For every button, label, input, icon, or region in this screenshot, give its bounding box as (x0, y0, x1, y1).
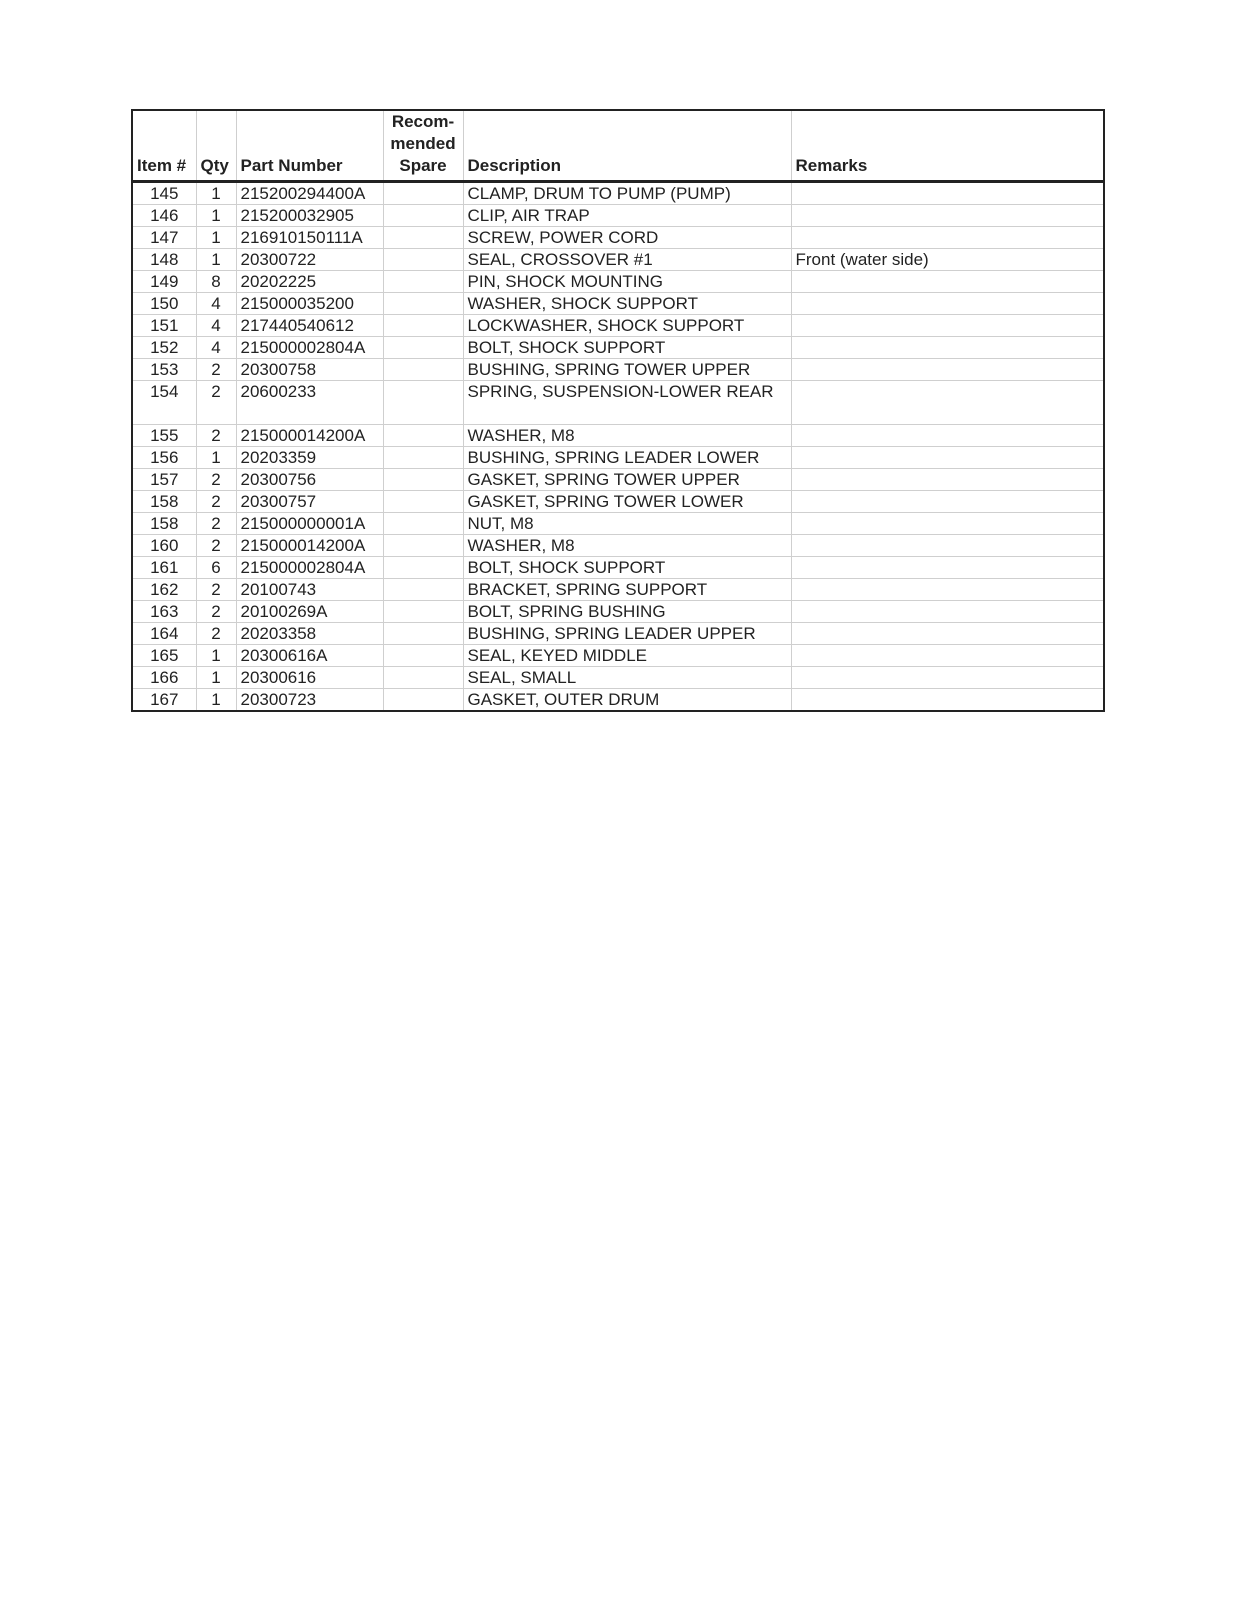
header-part-number: Part Number (236, 110, 383, 182)
table-row (132, 601, 1104, 623)
cell-remarks (791, 491, 1104, 513)
cell-remarks (791, 182, 1104, 205)
table-row (132, 381, 1104, 425)
cell-recommended-spare (383, 557, 463, 579)
cell-qty: 2 (196, 535, 236, 557)
cell-remarks (791, 689, 1104, 712)
cell-item: 162 (132, 579, 196, 601)
cell-part-number: 216910150111A (236, 227, 383, 249)
cell-description: SCREW, POWER CORD (463, 227, 791, 249)
cell-part-number: 215200294400A (236, 182, 383, 205)
cell-description: SEAL, KEYED MIDDLE (463, 645, 791, 667)
cell-qty: 2 (196, 425, 236, 447)
cell-recommended-spare (383, 425, 463, 447)
cell-item: 145 (132, 182, 196, 205)
cell-recommended-spare (383, 623, 463, 645)
parts-table (131, 109, 1105, 712)
cell-part-number: 20300756 (236, 469, 383, 491)
cell-part-number: 20203359 (236, 447, 383, 469)
cell-part-number: 20300757 (236, 491, 383, 513)
cell-remarks (791, 337, 1104, 359)
table-row (132, 469, 1104, 491)
cell-qty: 1 (196, 205, 236, 227)
cell-remarks (791, 425, 1104, 447)
cell-qty: 1 (196, 667, 236, 689)
cell-part-number: 215000014200A (236, 425, 383, 447)
cell-remarks (791, 271, 1104, 293)
cell-item: 149 (132, 271, 196, 293)
cell-description: CLAMP, DRUM TO PUMP (PUMP) (463, 182, 791, 205)
table-row (132, 249, 1104, 271)
cell-qty: 4 (196, 337, 236, 359)
cell-description: GASKET, SPRING TOWER LOWER (463, 491, 791, 513)
table-row (132, 535, 1104, 557)
cell-part-number: 215000035200 (236, 293, 383, 315)
cell-item: 158 (132, 491, 196, 513)
cell-remarks (791, 601, 1104, 623)
cell-remarks (791, 447, 1104, 469)
cell-description: PIN, SHOCK MOUNTING (463, 271, 791, 293)
cell-remarks (791, 579, 1104, 601)
cell-item: 153 (132, 359, 196, 381)
table-header (132, 110, 1104, 182)
cell-qty: 8 (196, 271, 236, 293)
cell-part-number: 20300758 (236, 359, 383, 381)
cell-item: 155 (132, 425, 196, 447)
cell-recommended-spare (383, 182, 463, 205)
cell-recommended-spare (383, 381, 463, 425)
cell-item: 164 (132, 623, 196, 645)
cell-part-number: 20203358 (236, 623, 383, 645)
cell-qty: 2 (196, 381, 236, 425)
cell-description: SEAL, SMALL (463, 667, 791, 689)
cell-recommended-spare (383, 579, 463, 601)
cell-qty: 1 (196, 249, 236, 271)
cell-item: 146 (132, 205, 196, 227)
header-spare-line2: mended (390, 134, 456, 153)
header-spare-line3: Spare (399, 156, 447, 175)
table-row (132, 337, 1104, 359)
cell-description: BUSHING, SPRING TOWER UPPER (463, 359, 791, 381)
cell-qty: 1 (196, 447, 236, 469)
table-row (132, 667, 1104, 689)
cell-description: SPRING, SUSPENSION-LOWER REAR (463, 381, 791, 425)
cell-part-number: 215200032905 (236, 205, 383, 227)
cell-description: WASHER, SHOCK SUPPORT (463, 293, 791, 315)
table-row (132, 579, 1104, 601)
cell-remarks (791, 623, 1104, 645)
table-row (132, 227, 1104, 249)
table-row (132, 182, 1104, 205)
cell-part-number: 20300616 (236, 667, 383, 689)
cell-part-number: 20202225 (236, 271, 383, 293)
table-row (132, 645, 1104, 667)
cell-qty: 2 (196, 491, 236, 513)
header-item: Item # (132, 110, 196, 182)
cell-description: BUSHING, SPRING LEADER UPPER (463, 623, 791, 645)
cell-qty: 2 (196, 513, 236, 535)
cell-description: BRACKET, SPRING SUPPORT (463, 579, 791, 601)
cell-qty: 2 (196, 579, 236, 601)
cell-recommended-spare (383, 337, 463, 359)
cell-part-number: 215000002804A (236, 557, 383, 579)
header-spare-line1: Recom- (391, 112, 455, 131)
cell-remarks (791, 645, 1104, 667)
cell-item: 165 (132, 645, 196, 667)
cell-remarks (791, 205, 1104, 227)
cell-description: LOCKWASHER, SHOCK SUPPORT (463, 315, 791, 337)
cell-qty: 2 (196, 359, 236, 381)
table-row (132, 271, 1104, 293)
cell-recommended-spare (383, 205, 463, 227)
cell-item: 156 (132, 447, 196, 469)
table-row (132, 359, 1104, 381)
table-row (132, 205, 1104, 227)
cell-recommended-spare (383, 293, 463, 315)
cell-recommended-spare (383, 645, 463, 667)
cell-part-number: 20300723 (236, 689, 383, 712)
cell-remarks (791, 227, 1104, 249)
cell-part-number: 20300616A (236, 645, 383, 667)
cell-remarks (791, 381, 1104, 425)
cell-item: 160 (132, 535, 196, 557)
cell-description: NUT, M8 (463, 513, 791, 535)
header-remarks: Remarks (791, 110, 1104, 182)
cell-qty: 1 (196, 227, 236, 249)
table-row (132, 557, 1104, 579)
cell-recommended-spare (383, 535, 463, 557)
cell-part-number: 215000014200A (236, 535, 383, 557)
cell-qty: 6 (196, 557, 236, 579)
cell-description: SEAL, CROSSOVER #1 (463, 249, 791, 271)
table-row (132, 293, 1104, 315)
cell-recommended-spare (383, 491, 463, 513)
cell-description: GASKET, SPRING TOWER UPPER (463, 469, 791, 491)
table-row (132, 425, 1104, 447)
cell-remarks (791, 359, 1104, 381)
cell-description: BOLT, SPRING BUSHING (463, 601, 791, 623)
cell-item: 150 (132, 293, 196, 315)
cell-remarks (791, 293, 1104, 315)
cell-recommended-spare (383, 689, 463, 712)
cell-description: WASHER, M8 (463, 535, 791, 557)
cell-qty: 1 (196, 645, 236, 667)
cell-item: 147 (132, 227, 196, 249)
cell-remarks (791, 667, 1104, 689)
cell-item: 167 (132, 689, 196, 712)
cell-remarks (791, 557, 1104, 579)
cell-item: 152 (132, 337, 196, 359)
table-row (132, 689, 1104, 712)
cell-part-number: 217440540612 (236, 315, 383, 337)
cell-part-number: 20100743 (236, 579, 383, 601)
cell-item: 151 (132, 315, 196, 337)
header-qty: Qty (196, 110, 236, 182)
cell-remarks (791, 513, 1104, 535)
cell-part-number: 20100269A (236, 601, 383, 623)
table-row (132, 513, 1104, 535)
cell-description: BOLT, SHOCK SUPPORT (463, 337, 791, 359)
cell-qty: 2 (196, 623, 236, 645)
cell-qty: 4 (196, 315, 236, 337)
cell-recommended-spare (383, 249, 463, 271)
cell-recommended-spare (383, 271, 463, 293)
table-row (132, 315, 1104, 337)
cell-recommended-spare (383, 469, 463, 491)
cell-remarks (791, 469, 1104, 491)
cell-remarks (791, 535, 1104, 557)
cell-recommended-spare (383, 227, 463, 249)
cell-qty: 4 (196, 293, 236, 315)
cell-recommended-spare (383, 359, 463, 381)
cell-qty: 1 (196, 182, 236, 205)
cell-item: 161 (132, 557, 196, 579)
cell-qty: 1 (196, 689, 236, 712)
header-description: Description (463, 110, 791, 182)
cell-item: 154 (132, 381, 196, 425)
cell-item: 166 (132, 667, 196, 689)
cell-description: BUSHING, SPRING LEADER LOWER (463, 447, 791, 469)
cell-qty: 2 (196, 469, 236, 491)
cell-item: 157 (132, 469, 196, 491)
table-body (132, 182, 1104, 712)
cell-description: WASHER, M8 (463, 425, 791, 447)
cell-description: BOLT, SHOCK SUPPORT (463, 557, 791, 579)
cell-recommended-spare (383, 601, 463, 623)
cell-recommended-spare (383, 315, 463, 337)
cell-item: 158 (132, 513, 196, 535)
cell-item: 163 (132, 601, 196, 623)
cell-part-number: 20600233 (236, 381, 383, 425)
cell-recommended-spare (383, 667, 463, 689)
cell-description: GASKET, OUTER DRUM (463, 689, 791, 712)
table-row (132, 623, 1104, 645)
cell-part-number: 20300722 (236, 249, 383, 271)
cell-part-number: 215000000001A (236, 513, 383, 535)
cell-description: CLIP, AIR TRAP (463, 205, 791, 227)
cell-remarks (791, 315, 1104, 337)
cell-part-number: 215000002804A (236, 337, 383, 359)
table-row (132, 491, 1104, 513)
table-row (132, 447, 1104, 469)
cell-recommended-spare (383, 513, 463, 535)
cell-item: 148 (132, 249, 196, 271)
cell-remarks: Front (water side) (791, 249, 1104, 271)
cell-recommended-spare (383, 447, 463, 469)
cell-qty: 2 (196, 601, 236, 623)
header-recommended-spare (383, 110, 463, 182)
